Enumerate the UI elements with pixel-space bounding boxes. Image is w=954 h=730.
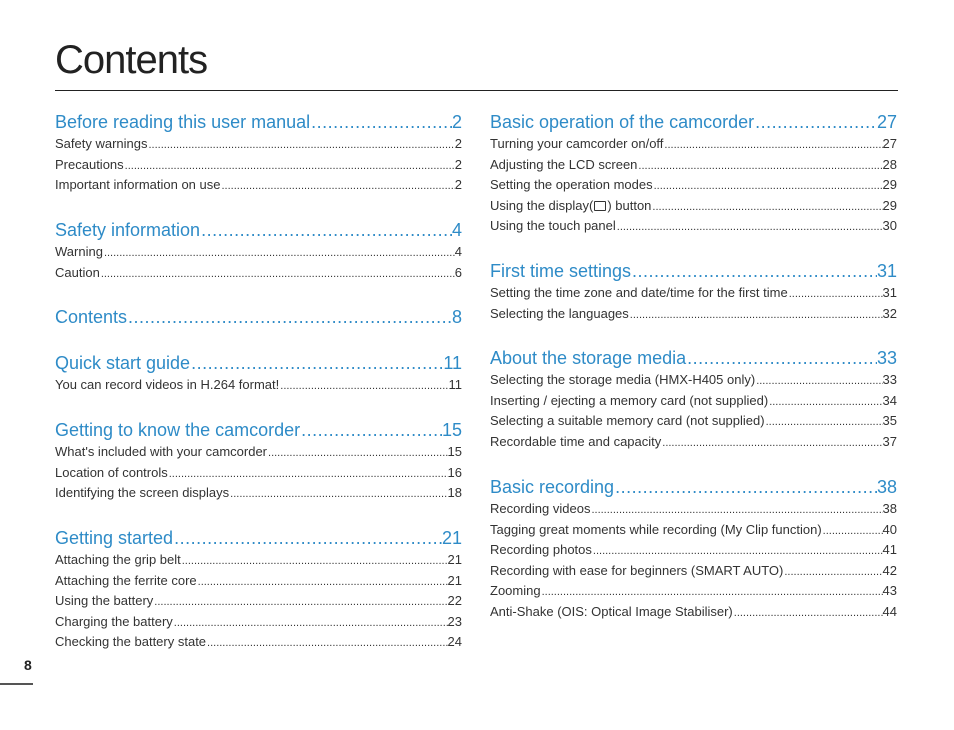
section-page-number: 33 <box>876 348 897 368</box>
toc-item[interactable] <box>55 571 462 592</box>
dot-leader <box>267 443 448 463</box>
dot-leader <box>541 582 883 602</box>
section-page-number: 15 <box>441 420 462 440</box>
dot-leader <box>663 135 882 155</box>
section-page-number: 31 <box>876 261 897 281</box>
toc-item[interactable] <box>55 632 462 653</box>
toc-section-basic-operation-of-the-camcorder <box>490 110 897 237</box>
toc-item-page-number: 23 <box>447 613 462 629</box>
toc-item-list <box>55 550 462 653</box>
toc-item-label: Selecting the storage media (HMX-H405 only) <box>490 372 756 387</box>
toc-item-list <box>490 283 897 324</box>
section-page-number: 4 <box>451 220 462 240</box>
toc-item-page-number: 2 <box>454 136 462 151</box>
title-divider <box>55 90 898 91</box>
toc-item[interactable] <box>490 155 897 176</box>
toc-section-heading[interactable] <box>490 259 897 283</box>
section-page-number: 11 <box>443 353 462 373</box>
toc-item[interactable] <box>55 242 462 263</box>
dot-leader <box>768 392 882 412</box>
toc-item[interactable] <box>490 196 897 217</box>
toc-item-label: Charging the battery <box>55 613 173 629</box>
toc-item[interactable] <box>490 540 897 561</box>
toc-item-page-number: 29 <box>882 197 897 213</box>
toc-item[interactable] <box>55 375 462 396</box>
dot-leader <box>206 633 448 653</box>
toc-item-label: Zooming <box>490 583 541 598</box>
toc-item-page-number: 18 <box>447 485 462 500</box>
toc-item-label: Caution <box>55 264 100 280</box>
toc-item-label: Attaching the grip belt <box>55 552 181 567</box>
toc-item[interactable] <box>55 483 462 504</box>
display-button-icon <box>594 201 606 211</box>
toc-item-page-number: 2 <box>454 156 462 172</box>
dot-leader <box>124 156 455 176</box>
toc-item-page-number: 21 <box>447 572 462 588</box>
toc-item[interactable] <box>490 216 897 237</box>
dot-leader <box>173 613 448 633</box>
toc-item-label: Warning <box>55 244 103 259</box>
toc-item-label: Setting the time zone and date/time for the first time <box>490 285 788 300</box>
toc-item-page-number: 2 <box>454 177 462 192</box>
toc-item[interactable] <box>490 134 897 155</box>
toc-item-label: Recording photos <box>490 542 592 557</box>
section-title: Basic operation of the camcorder <box>490 112 755 132</box>
dot-leader <box>614 475 877 499</box>
toc-item-label: Selecting the languages <box>490 305 629 321</box>
dot-leader <box>765 412 883 432</box>
toc-item-label: Using the battery <box>55 593 154 608</box>
toc-item-label: You can record videos in H.264 format! <box>55 377 280 392</box>
toc-item-list <box>55 134 462 196</box>
toc-item[interactable] <box>490 411 897 432</box>
section-page-number: 38 <box>876 477 897 497</box>
toc-item-page-number: 21 <box>447 552 462 567</box>
toc-item-label: Setting the operation modes <box>490 177 653 192</box>
section-title: First time settings <box>490 261 632 281</box>
dot-leader <box>616 217 883 237</box>
toc-section-heading[interactable] <box>55 305 462 329</box>
toc-item-label <box>490 196 651 217</box>
toc-item[interactable] <box>55 612 462 633</box>
toc-item-page-number: 35 <box>882 413 897 428</box>
section-page-number: 21 <box>441 528 462 548</box>
dot-leader <box>197 572 448 592</box>
toc-item-page-number: 29 <box>882 177 897 192</box>
toc-item-page-number: 4 <box>454 244 462 259</box>
toc-item-page-number: 43 <box>882 583 897 598</box>
toc-section-first-time-settings <box>490 259 897 324</box>
page-number-rule <box>0 683 33 685</box>
toc-item-label: Recording with ease for beginners (SMART AUTO) <box>490 562 784 578</box>
dot-leader <box>590 500 882 520</box>
toc-item[interactable] <box>55 442 462 463</box>
toc-item-list <box>490 499 897 622</box>
dot-leader <box>755 371 882 391</box>
toc-item-label: Attaching the ferrite core <box>55 572 197 588</box>
toc-item-label: Anti-Shake (OIS: Optical Image Stabiliser) <box>490 603 733 619</box>
dot-leader <box>100 264 455 284</box>
dot-leader <box>200 218 452 242</box>
section-page-number: 2 <box>451 112 462 132</box>
toc-item-page-number: 16 <box>447 464 462 480</box>
toc-item-page-number: 31 <box>882 285 897 300</box>
toc-section-heading[interactable] <box>55 418 462 442</box>
dot-leader <box>661 433 882 453</box>
toc-section-contents <box>55 305 462 329</box>
toc-item-label: Tagging great moments while recording (My Clip function) <box>490 521 822 537</box>
toc-section-heading[interactable] <box>55 110 462 134</box>
dot-leader <box>592 541 883 561</box>
toc-item-page-number: 42 <box>882 562 897 578</box>
toc-item-page-number: 11 <box>448 377 462 392</box>
toc-section-getting-started <box>55 526 462 653</box>
section-page-number: 27 <box>876 112 897 132</box>
toc-item-list <box>490 370 897 452</box>
toc-item[interactable] <box>55 550 462 571</box>
toc-item-label: Precautions <box>55 156 124 172</box>
toc-item-label: Location of controls <box>55 464 168 480</box>
dot-leader <box>651 197 882 217</box>
toc-item-label: Turning your camcorder on/off <box>490 136 664 151</box>
toc-item-page-number: 32 <box>882 305 897 321</box>
toc-section-heading[interactable] <box>55 218 462 242</box>
page-title: Contents <box>55 38 208 82</box>
toc-item-page-number: 27 <box>882 136 897 151</box>
toc-item-page-number: 28 <box>882 156 897 172</box>
section-title: Basic recording <box>490 477 615 497</box>
toc-item-label: Checking the battery state <box>55 634 207 649</box>
toc-item-page-number: 33 <box>882 372 897 387</box>
toc-item-label: Adjusting the LCD screen <box>490 156 638 172</box>
toc-section-heading[interactable] <box>55 526 462 550</box>
toc-section-heading[interactable] <box>490 475 897 499</box>
toc-item-label: Safety warnings <box>55 136 148 151</box>
dot-leader <box>754 110 877 134</box>
dot-leader <box>168 464 448 484</box>
dot-leader <box>733 603 883 623</box>
toc-item-label: Recording videos <box>490 501 591 516</box>
toc-item-page-number: 37 <box>882 433 897 449</box>
section-page-number: 8 <box>451 307 462 327</box>
toc-item-label: Using the touch panel <box>490 218 616 233</box>
toc-section-basic-recording <box>490 475 897 622</box>
toc-section-heading[interactable] <box>55 351 462 375</box>
toc-item-page-number: 40 <box>882 521 897 537</box>
toc-section-quick-start-guide <box>55 351 462 396</box>
dot-leader <box>127 305 452 329</box>
section-title: Contents <box>55 307 128 327</box>
toc-item[interactable] <box>490 175 897 196</box>
toc-item-page-number: 30 <box>882 218 897 233</box>
toc-item-list <box>55 242 462 283</box>
toc-item[interactable] <box>490 304 897 325</box>
toc-section-getting-to-know-the-camcorder <box>55 418 462 504</box>
toc-item[interactable] <box>55 134 462 155</box>
toc-item-page-number: 38 <box>882 501 897 516</box>
toc-item-label: Important information on use <box>55 177 221 192</box>
toc-item[interactable] <box>490 370 897 391</box>
dot-leader <box>103 243 455 263</box>
dot-leader <box>229 484 447 504</box>
toc-item[interactable] <box>490 283 897 304</box>
dot-leader <box>190 351 443 375</box>
toc-item-list <box>490 134 897 237</box>
toc-item-page-number: 24 <box>447 634 462 649</box>
toc-item-label: Inserting / ejecting a memory card (not supplied) <box>490 392 769 408</box>
toc-item[interactable] <box>55 175 462 196</box>
toc-item[interactable] <box>55 463 462 484</box>
toc-item[interactable] <box>55 591 462 612</box>
dot-leader <box>686 346 877 370</box>
section-title: Getting started <box>55 528 174 548</box>
toc-item[interactable] <box>490 432 897 453</box>
toc-item[interactable] <box>490 499 897 520</box>
toc-item[interactable] <box>490 391 897 412</box>
dot-leader <box>653 176 883 196</box>
toc-item[interactable] <box>490 602 897 623</box>
dot-leader <box>310 110 452 134</box>
dot-leader <box>783 562 882 582</box>
section-title: Safety information <box>55 220 201 240</box>
dot-leader <box>153 592 447 612</box>
toc-item-label: Selecting a suitable memory card (not supplied) <box>490 413 765 428</box>
section-title: Before reading this user manual <box>55 112 311 132</box>
toc-item-page-number: 6 <box>454 264 462 280</box>
dot-leader <box>637 156 882 176</box>
toc-item-page-number: 34 <box>882 392 897 408</box>
toc-item-label-start: Using the display( <box>490 197 594 213</box>
toc-item[interactable] <box>490 581 897 602</box>
dot-leader <box>629 305 883 325</box>
toc-item-page-number: 44 <box>882 603 897 619</box>
toc-item[interactable] <box>55 263 462 284</box>
toc-section-about-the-storage-media <box>490 346 897 452</box>
dot-leader <box>279 376 448 396</box>
toc-item-list <box>55 442 462 504</box>
toc-item-label: Identifying the screen displays <box>55 485 230 500</box>
toc-item[interactable] <box>55 155 462 176</box>
toc-section-heading[interactable] <box>490 346 897 370</box>
dot-leader <box>220 176 454 196</box>
toc-item-page-number: 41 <box>882 542 897 557</box>
toc-section-heading[interactable] <box>490 110 897 134</box>
toc-item-list <box>55 375 462 396</box>
dot-leader <box>822 521 883 541</box>
toc-section-before-reading-this-user-manual <box>55 110 462 196</box>
toc-item[interactable] <box>490 520 897 541</box>
dot-leader <box>300 418 442 442</box>
toc-section-safety-information <box>55 218 462 283</box>
dot-leader <box>148 135 455 155</box>
toc-item-label: What's included with your camcorder <box>55 444 268 459</box>
dot-leader <box>631 259 877 283</box>
dot-leader <box>181 551 448 571</box>
section-title: Quick start guide <box>55 353 191 373</box>
toc-item[interactable] <box>490 561 897 582</box>
toc-item-page-number: 22 <box>447 593 462 608</box>
dot-leader <box>788 284 883 304</box>
section-title: About the storage media <box>490 348 687 368</box>
toc-item-label: Recordable time and capacity <box>490 433 662 449</box>
toc-item-page-number: 15 <box>447 444 462 459</box>
dot-leader <box>173 526 442 550</box>
toc-item-label-end: ) button <box>607 197 652 213</box>
section-title: Getting to know the camcorder <box>55 420 301 440</box>
page-number: 8 <box>24 657 32 673</box>
